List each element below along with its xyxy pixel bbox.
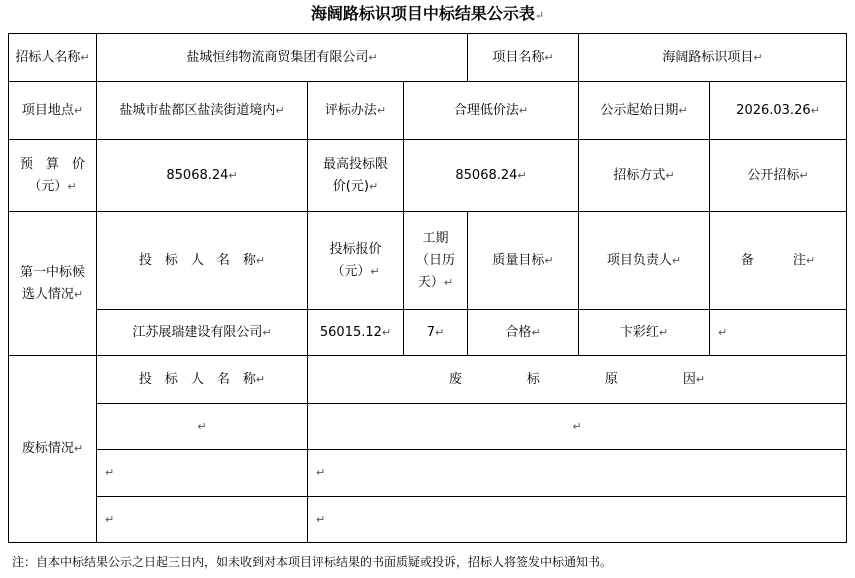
candidate-manager-header: 项目负责人 ↵ [579,212,710,310]
invalid-reason-header: 废 标 原 因 ↵ [308,356,847,404]
budget-value: 85068.24 ↵ [97,140,308,212]
invalid-bidder-cell-2: ↵ [97,450,308,497]
invalid-bidder-header: 投 标 人 名 称 ↵ [97,356,308,404]
invalid-reason-cell-3: ↵ [308,497,847,543]
candidate-section-label: 第一中标候 选人情况↵ [8,212,97,356]
invalid-bidder-cell-3: ↵ [97,497,308,543]
max-price-label: 最高投标限 价(元)↵ [308,140,404,212]
candidate-bidder-header: 投 标 人 名 称 ↵ [97,212,308,310]
tenderer-label: 招标人名称 ↵ [8,33,97,82]
candidate-remarks-value: ↵ [710,310,847,356]
project-name-label: 项目名称 ↵ [468,33,579,82]
candidate-price-value: 56015.12 ↵ [308,310,404,356]
tenderer-value: 盐城恒纬物流商贸集团有限公司 ↵ [97,33,468,82]
eval-method-value: 合理低价法 ↵ [404,82,579,140]
budget-label: 预 算 价 （元）↵ [8,140,97,212]
candidate-price-header: 投标报价 （元）↵ [308,212,404,310]
candidate-remarks-header: 备 注 ↵ [710,212,847,310]
candidate-bidder-value: 江苏展瑞建设有限公司 ↵ [97,310,308,356]
invalid-reason-cell-1: ↵ [308,404,847,450]
footnote: 注：自本中标结果公示之日起三日内，如未收到对本项目评标结果的书面质疑或投诉，招标人将签发中标通知书。 [12,555,613,569]
location-label: 项目地点 ↵ [8,82,97,140]
candidate-period-header: 工期 （日历 天）↵ [404,212,468,310]
page-title: 海阔路标识项目中标结果公示表↵ [310,4,545,23]
eval-method-label: 评标办法 ↵ [308,82,404,140]
candidate-manager-value: 卞彩红 ↵ [579,310,710,356]
publish-date-label: 公示起始日期 ↵ [579,82,710,140]
max-price-value: 85068.24 ↵ [404,140,579,212]
project-name-value: 海阔路标识项目 ↵ [579,33,847,82]
candidate-quality-value: 合格 ↵ [468,310,579,356]
invalid-reason-cell-2: ↵ [308,450,847,497]
location-value: 盐城市盐都区盐渎街道境内 ↵ [97,82,308,140]
invalid-bidder-cell-1: ↵ [97,404,308,450]
publish-date-value: 2026.03.26 ↵ [710,82,847,140]
candidate-quality-header: 质量目标 ↵ [468,212,579,310]
tender-method-value: 公开招标 ↵ [710,140,847,212]
invalid-section-label: 废标情况 ↵ [8,356,97,543]
tender-method-label: 招标方式 ↵ [579,140,710,212]
candidate-period-value: 7 ↵ [404,310,468,356]
